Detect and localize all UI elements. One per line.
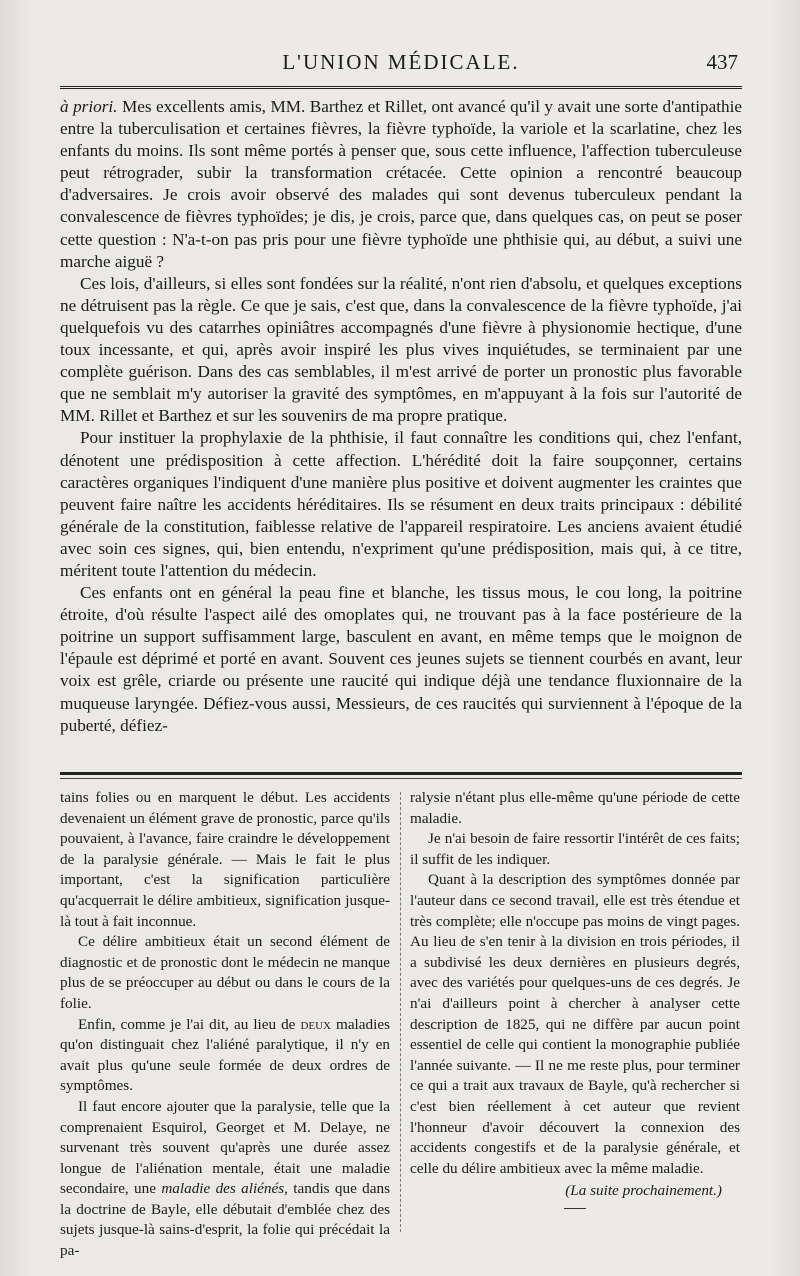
paragraph: ralysie n'étant plus elle-même qu'une période de cette maladie. [410,789,740,827]
paragraph: Ces enfants ont en général la peau fine et blanche, les tissus mous, le cou long, la poitrine étroite, d'où résulte l'aspect ailé des omoplates qui, ne trouvant pas à la face postérieure de la poitrine un support suffisamment large, basculent en avant, en même temps que le moignon de l'épaule est déprimé et porté en avant. Souvent ces jeunes sujets se tiennent courbés en avant, leur voix est grêle, criarde ou présente une raucité qui indique déjà une tendance fluxionnaire de la muqueuse laryngée. Défiez-vous aussi, Messieurs, de ces raucités qui surviennent à l'époque de la puberté, défiez- [60,583,742,735]
paragraph [60,1015,390,1097]
emphasis-word: deux [300,1015,331,1033]
emphasis-phrase: maladie des aliénés, [161,1180,288,1198]
main-text [60,96,742,737]
page-header [60,48,742,80]
column-divider [400,792,401,1232]
paragraph-text: Il faut encore ajouter que la paralysie, telle que la comprenaient Esquirol, Georget et M. Delaye, ne survenant très souvent qu'après une durée assez longue de l'aliénation mentale, était une maladie secondaire, une [60,1097,390,1198]
page-number: 437 [706,50,738,74]
paragraph-text: maladies qu'on distinguait chez l'aliéné paralytique, il n'y en avait plus qu'une seule formée de deux ordres de symptômes. [60,1015,390,1095]
running-title: L'UNION MÉDICALE. [282,50,520,74]
paragraph: Ces lois, d'ailleurs, si elles sont fondées sur la réalité, n'ont rien d'absolu, et quelques exceptions ne détruisent pas la règle. Ce que je sais, c'est que, dans la convalescence de la fièvre typhoïde, j'ai quelquefois vu des catarrhes opiniâtres accompagnés d'une fièvre à physionomie hectique, d'une toux incessante, et qui, après avoir inspiré les plus vives inquiétudes, se terminaient par une complète guérison. Dans des cas semblables, il m'est arrivé de porter un pronostic plus favorable que ne semblait m'y autoriser la gravité des symptômes, en m'appuyant à la fois sur l'autorité de MM. Rillet et Barthez et sur les souvenirs de ma propre pratique. [60,273,742,426]
paragraph [60,1097,390,1262]
paragraph-text: tandis que dans la doctrine de Bayle, elle débutait d'emblée chez des sujets jusque-là sains-d'esprit, la folie qui précédait la pa- [60,1180,390,1260]
paragraph: Je n'ai besoin de faire ressortir l'intérêt de ces faits; il suffit de les indiquer. [410,830,740,868]
paragraph-text: Enfin, comme je l'ai dit, au lieu de [78,1015,301,1033]
paragraph: tains folies ou en marquent le début. Les accidents devenaient un élément grave de pronostic, parce qu'ils pouvaient, à l'avance, faire craindre le développement de la paralysie générale. — Mais le fait le plus important, c'est la signification particulière qu'acquerrait le délire ambitieux, signification jusque-là tout à fait inconnue. [60,789,390,930]
header-rule [60,86,742,89]
paragraph [60,96,742,273]
paragraph: Pour instituer la prophylaxie de la phthisie, il faut connaître les conditions qui, chez l'enfant, dénotent une prédisposition à cette affection. L'hérédité doit la faire soupçonner, certains caractères organiques l'indiquent d'une manière plus positive et doivent augmenter les craintes que peuvent faire naître les accidents héréditaires. Ils se résument en deux traits principaux : débilité générale de la constitution, faiblesse relative de l'appareil respiratoire. Les anciens avaient étudié avec soin ces signes, qui, bien entendu, n'expriment qu'une prédisposition, mais qui, à ce titre, méritent toute l'attention du médecin. [60,428,742,580]
feuilleton-rule-thin [60,778,742,779]
paragraph: Quant à la description des symptômes donnée par l'auteur dans ce second travail, elle est très étendue et très complète; elle n'occupe pas moins de vingt pages. Au lieu de s'en tenir à la division en trois périodes, il a subdivisé les deux dernières en plusieurs degrés, avec des variétés pour quelques-uns de ces degrés. Je n'ai d'ailleurs point à chercher à analyser cette description de 1825, qui ne diffère par aucun point essentiel de celle qui contient la monographie publiée l'année suivante. — Il ne me reste plus, pour terminer ce qui a trait aux travaux de Bayle, qu'à rechercher si c'est bien réellement à cet auteur que revient l'honneur d'avoir découvert la connexion des accidents congestifs et de la paralysie générale, et celle du délire ambitieux avec la même maladie. [410,871,740,1177]
feuilleton-left-column [60,788,390,1262]
continuation-note: (La suite prochainement.) [565,1182,722,1200]
feuilleton-right-column [410,788,740,1209]
paragraph-text: Mes excellents amis, MM. Barthez et Rillet, ont avancé qu'il y avait une sorte d'antipathie entre la tuberculisation et certaines fièvres, la fièvre typhoïde, la variole et la scarlatine, chez les enfants du moins. Ils sont même portés à penser que, sous cette influence, l'affection tuberculeuse peut rétrograder, subir la transformation crétacée. Cette opinion a rencontré beaucoup d'adversaires. Je crois avoir observé des malades qui sont devenus tuberculeux pendant la convalescence de fièvres typhoïdes; je dis, je crois, parce que, dans quelques cas, on peut se poser cette question : N'a-t-on pas pris pour une fièvre typhoïde une phthisie qui, au début, a suivi une marche aiguë ? [60,97,742,271]
paragraph: Ce délire ambitieux était un second élément de diagnostic et de pronostic dont le médecin ne manque plus de se préoccuper au début ou dans le cours de la folie. [60,933,390,1012]
end-rule [564,1208,586,1209]
feuilleton-rule [60,772,742,775]
paragraph-lead: à priori. [60,97,118,116]
